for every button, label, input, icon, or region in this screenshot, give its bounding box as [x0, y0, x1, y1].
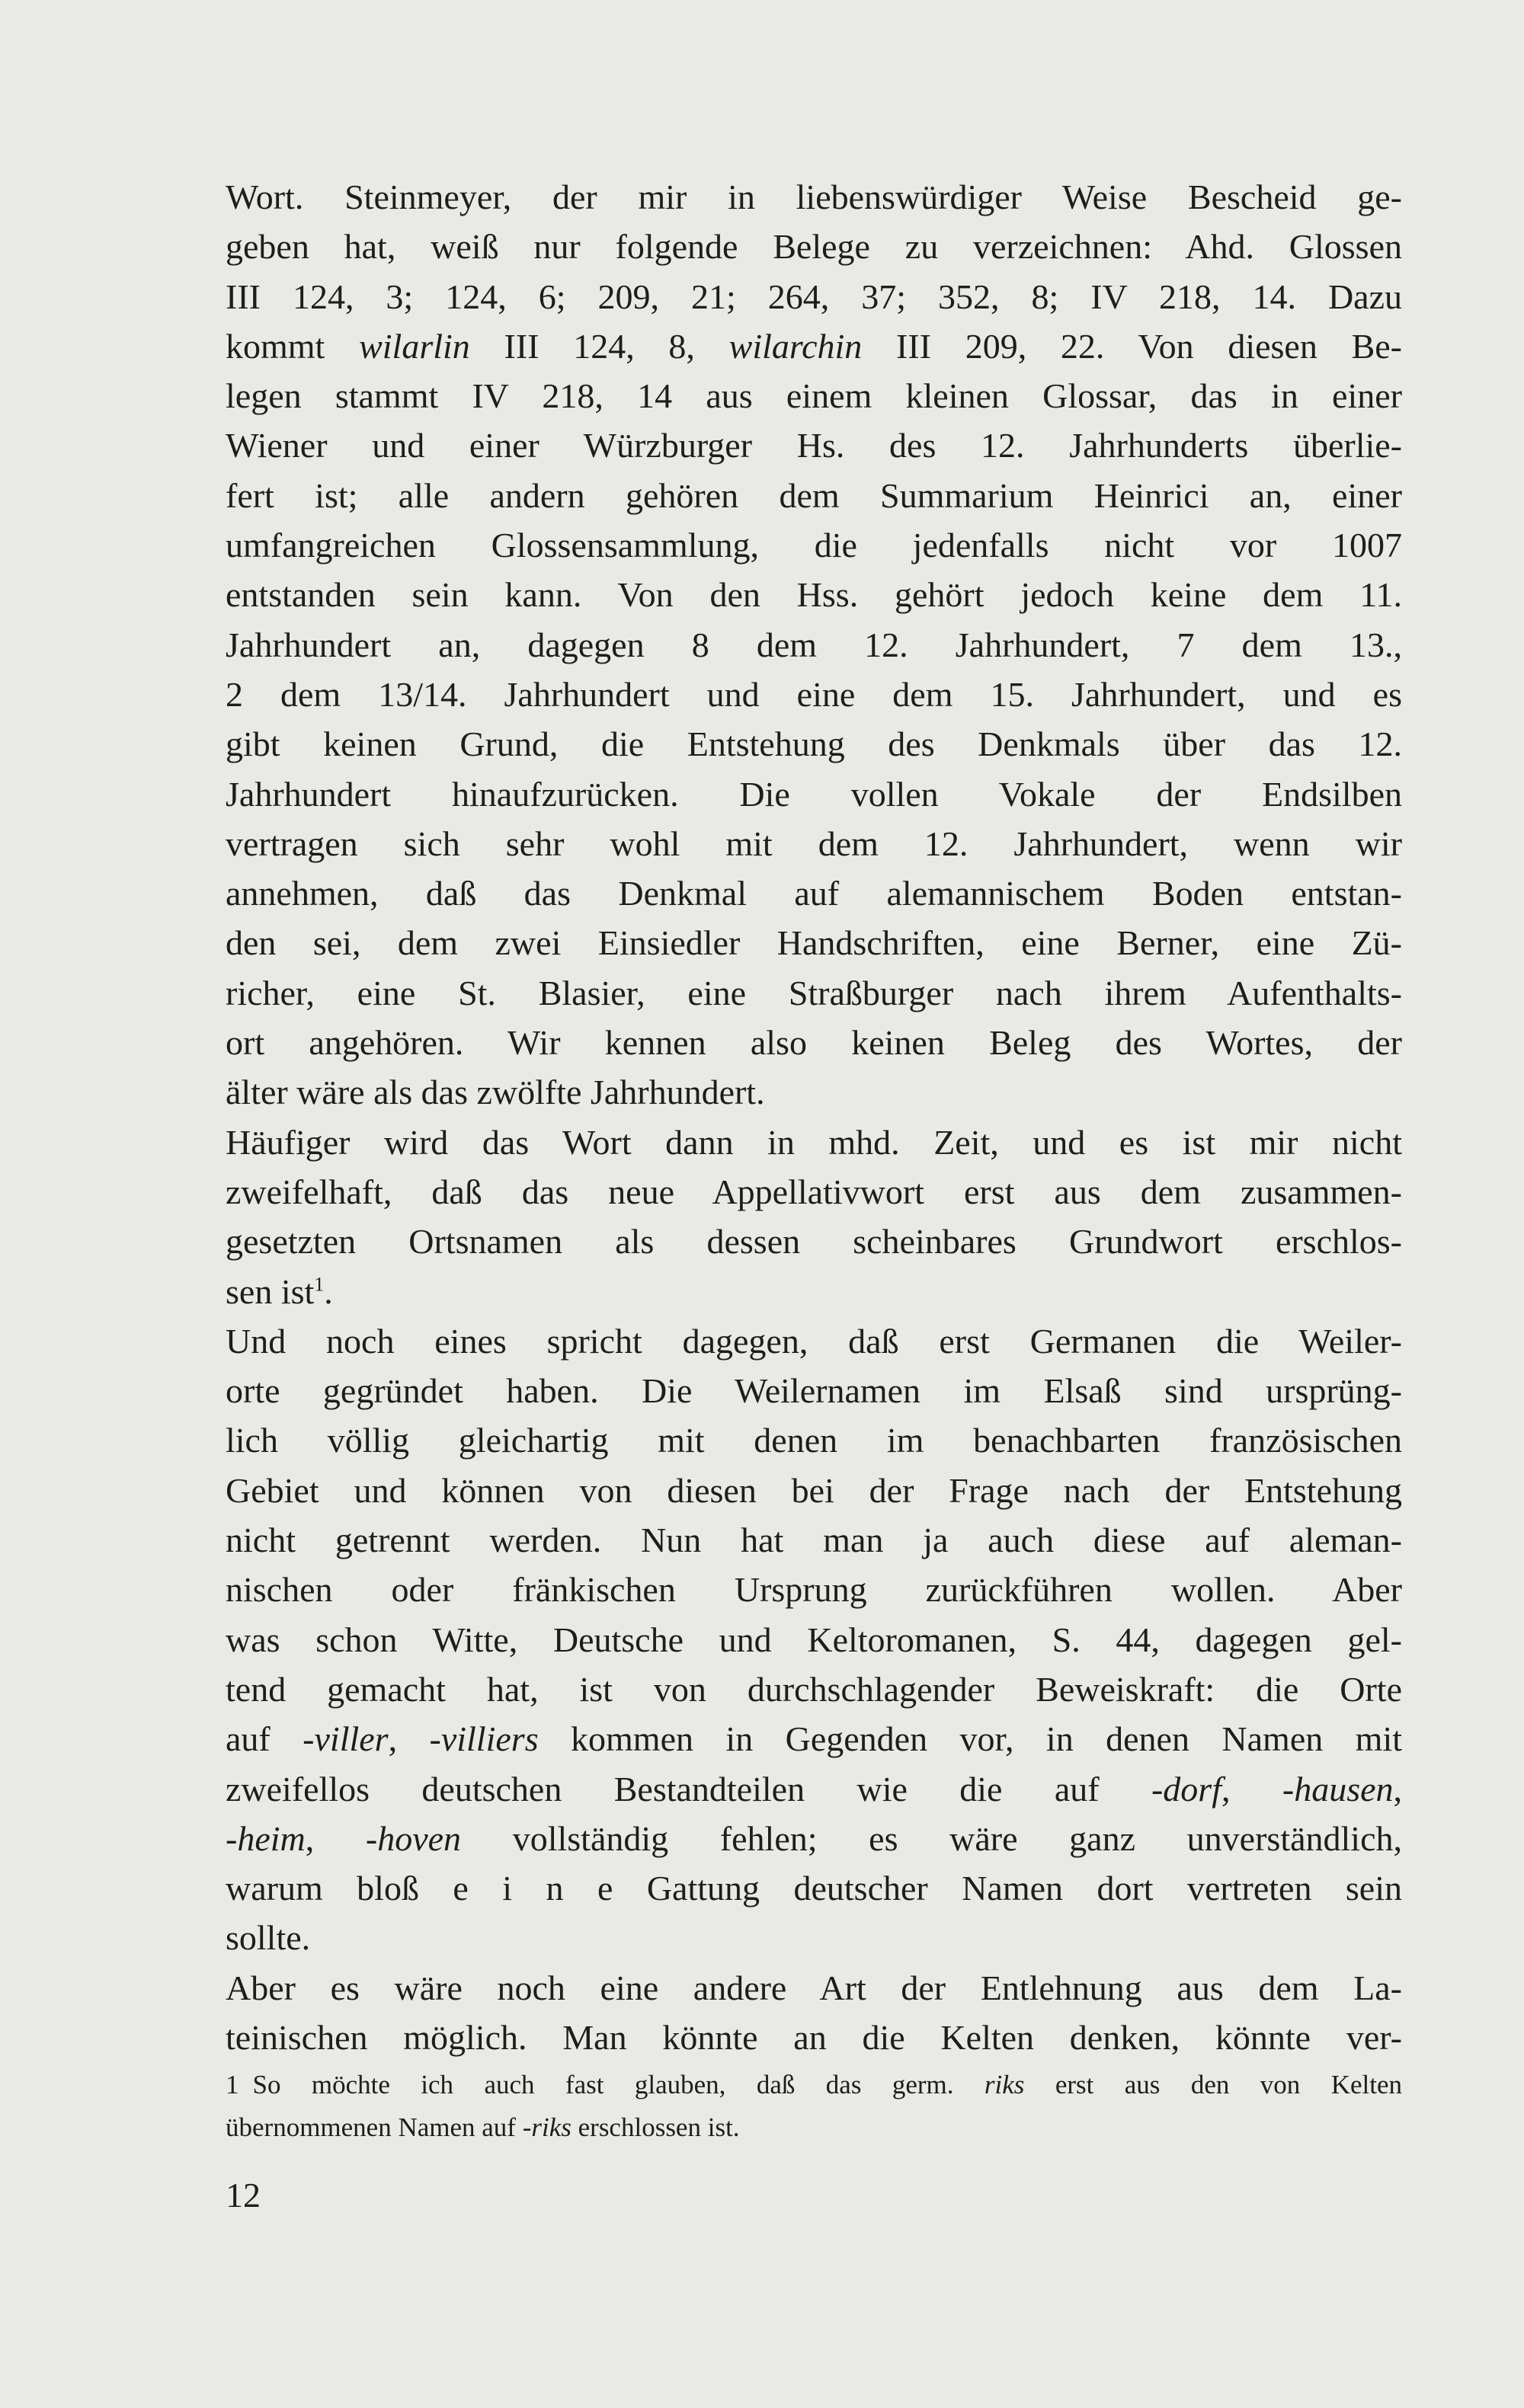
italic-word: -dorf	[1151, 1769, 1221, 1808]
text-line: tend gemacht hat, ist von durchschlagender Beweiskraft: die Orte	[226, 1669, 1402, 1709]
text-line: orte gegründet haben. Die Weilernamen im Elsaß sind ursprüng-	[226, 1371, 1402, 1411]
italic-word: -viller	[303, 1719, 389, 1759]
text-line: Gebiet und können von diesen bei der Frage nach der Entstehung	[226, 1470, 1402, 1510]
text-line: nischen oder fränkischen Ursprung zurückführen wollen. Aber	[226, 1570, 1402, 1610]
main-text	[226, 172, 1402, 2062]
text-line: Jahrhundert an, dagegen 8 dem 12. Jahrhundert, 7 dem 13.,	[226, 625, 1402, 664]
text-line: was schon Witte, Deutsche und Keltoromanen, S. 44, dagegen gel-	[226, 1620, 1402, 1659]
text-line: teinischen möglich. Man könnte an die Kelten denken, könnte ver-	[226, 2017, 1402, 2057]
text-line: kommt wilarlin III 124, 8, wilarchin III 209, 22. Von diesen Be-	[226, 326, 1402, 366]
footnote-line: 1 So möchte ich auch fast glauben, daß das germ. riks erst aus den von Kelten	[226, 2070, 1402, 2099]
text-line: umfangreichen Glossensammlung, die jedenfalls nicht vor 1007	[226, 526, 1402, 565]
text-line: älter wäre als das zwölfte Jahrhundert.	[226, 1073, 765, 1112]
text-line: vertragen sich sehr wohl mit dem 12. Jahrhundert, wenn wir	[226, 823, 1402, 863]
footnote-line: übernommenen Namen auf -riks erschlossen ist.	[226, 2112, 740, 2142]
text-line: Wiener und einer Würzburger Hs. des 12. Jahrhunderts überlie-	[226, 426, 1402, 465]
text-line: lich völlig gleichartig mit denen im benachbarten französischen	[226, 1421, 1402, 1460]
text-line: entstanden sein kann. Von den Hss. gehört jedoch keine dem 11.	[226, 575, 1402, 615]
text-line: den sei, dem zwei Einsiedler Handschriften, eine Berner, eine Zü-	[226, 923, 1402, 963]
text-line: legen stammt IV 218, 14 aus einem kleinen Glossar, das in einer	[226, 376, 1402, 416]
text-line: zweifellos deutschen Bestandteilen wie die auf -dorf, -hausen,	[226, 1769, 1403, 1808]
text-line: ort angehören. Wir kennen also keinen Beleg des Wortes, der	[226, 1023, 1402, 1063]
text-line: gesetzten Ortsnamen als dessen scheinbares Grundwort erschlos-	[226, 1222, 1402, 1262]
text-line: III 124, 3; 124, 6; 209, 21; 264, 37; 352, 8; IV 218, 14. Dazu	[226, 277, 1402, 316]
text-line: 2 dem 13/14. Jahrhundert und eine dem 15. Jahrhundert, und es	[226, 674, 1402, 714]
italic-word: wilarlin	[359, 326, 470, 366]
italic-word: wilarchin	[728, 326, 863, 366]
text-line: Und noch eines spricht dagegen, daß erst Germanen die Weiler-	[226, 1321, 1402, 1361]
text-line: zweifelhaft, daß das neue Appellativwort erst aus dem zusammen-	[226, 1172, 1402, 1211]
text-line: Häufiger wird das Wort dann in mhd. Zeit, und es ist mir nicht	[226, 1122, 1402, 1162]
footnote	[226, 2064, 1402, 2149]
italic-word: -heim	[226, 1818, 306, 1858]
text-line: gibt keinen Grund, die Entstehung des Denkmals über das 12.	[226, 724, 1402, 764]
text-line: sen ist$^1$.	[226, 1271, 333, 1311]
italic-word: -villiers	[429, 1719, 539, 1759]
text-line: nicht getrennt werden. Nun hat man ja auch diese auf aleman-	[226, 1521, 1402, 1560]
text-line: sollte.	[226, 1918, 311, 1958]
footnote-reference: 1	[314, 1273, 325, 1296]
text-line: -heim, -hoven vollständig fehlen; es wäre ganz unverständlich,	[226, 1818, 1402, 1858]
text-line: fert ist; alle andern gehören dem Summarium Heinrici an, einer	[226, 475, 1402, 515]
footnote-mark: 1	[226, 2070, 239, 2099]
text-line: Aber es wäre noch eine andere Art der Entlehnung aus dem La-	[226, 1968, 1402, 2007]
text-line: richer, eine St. Blasier, eine Straßburger nach ihrem Aufenthalts-	[226, 973, 1402, 1012]
text-line: geben hat, weiß nur folgende Belege zu verzeichnen: Ahd. Glossen	[226, 227, 1402, 267]
italic-word: -hoven	[365, 1818, 462, 1858]
page-number: 12	[226, 2176, 261, 2215]
text-line: Wort. Steinmeyer, der mir in liebenswürdiger Weise Bescheid ge-	[226, 177, 1402, 216]
italic-word: -riks	[522, 2112, 572, 2142]
text-line: auf -viller, -villiers kommen in Gegenden vor, in denen Namen mit	[226, 1719, 1403, 1759]
text-line: warum bloß e i n e Gattung deutscher Namen dort vertreten sein	[226, 1869, 1403, 1908]
text-line: Jahrhundert hinaufzurücken. Die vollen Vokale der Endsilben	[226, 774, 1402, 814]
text-line: annehmen, daß das Denkmal auf alemannischem Boden entstan-	[226, 874, 1402, 913]
spaced-emphasis: e i n e	[453, 1869, 613, 1908]
italic-word: riks	[984, 2070, 1025, 2099]
italic-word: -hausen	[1282, 1769, 1394, 1808]
